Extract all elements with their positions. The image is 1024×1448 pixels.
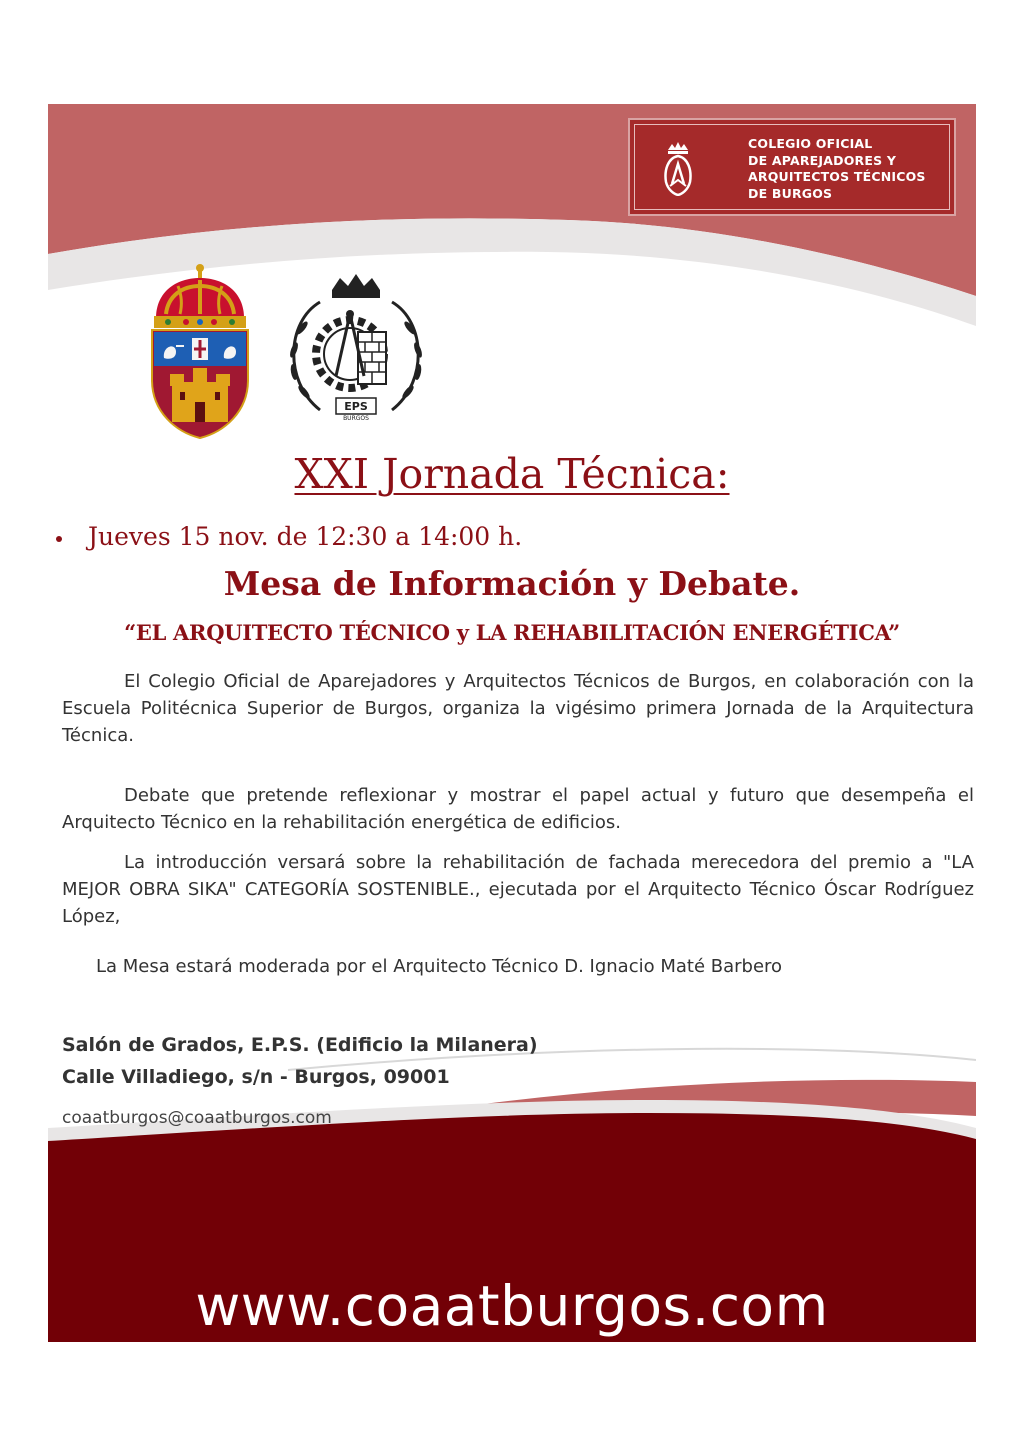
colegio-logo	[628, 118, 956, 216]
logo-line-4: DE BURGOS	[748, 185, 833, 201]
event-date: Jueves 15 nov. de 12:30 a 14:00 h.	[88, 522, 523, 551]
logo-line-2: DE APAREJADORES Y	[748, 152, 897, 168]
seal-eps-text: EPS	[344, 400, 368, 413]
paragraph-debate: Debate que pretende reflexionar y mostrar el papel actual y futuro que desempeña el Arquitecto Técnico en la rehabilitación energética de edificios.	[62, 785, 974, 833]
address-line-1: Salón de Grados, E.P.S. (Edificio la Milanera)	[62, 1034, 538, 1056]
coat-of-arms-icon	[146, 262, 254, 440]
event-subtitle: Mesa de Información y Debate.	[223, 564, 801, 603]
paragraph-introduction: La introducción versará sobre la rehabilitación de fachada merecedora del premio a "LA MEJOR OBRA SIKA" CATEGORÍA SOSTENIBLE., ejecutada por el Arquitecto Técnico Óscar Rodríguez López,	[62, 852, 974, 927]
event-quote: “EL ARQUITECTO TÉCNICO y LA REHABILITACIÓN ENERGÉTICA”	[124, 620, 900, 645]
paragraph-moderator: La Mesa estará moderada por el Arquitecto Técnico D. Ignacio Maté Barbero	[96, 956, 783, 977]
event-title: XXI Jornada Técnica:	[294, 450, 730, 498]
colegio-crest-icon	[660, 140, 696, 196]
address-line-2: Calle Villadiego, s/n - Burgos, 09001	[62, 1066, 450, 1088]
eps-seal-icon	[280, 272, 432, 422]
bullet-dot-icon	[56, 536, 62, 542]
seal-burgos-text: BURGOS	[343, 415, 369, 422]
paragraph-intro: El Colegio Oficial de Aparejadores y Arquitectos Técnicos de Burgos, en colaboración con la Escuela Politécnica Superior de Burgos, organiza la vigésimo primera Jornada de la Arquitectura Técnica.	[62, 671, 974, 746]
flyer	[48, 104, 976, 1342]
email-link[interactable]: coaatburgos@coaatburgos.com	[62, 1108, 332, 1128]
logo-line-1: COLEGIO OFICIAL	[748, 136, 873, 151]
logo-line-3: ARQUITECTOS TÉCNICOS	[748, 169, 926, 184]
website-link[interactable]: www.coaatburgos.com	[195, 1274, 829, 1338]
logo-text	[748, 136, 926, 202]
